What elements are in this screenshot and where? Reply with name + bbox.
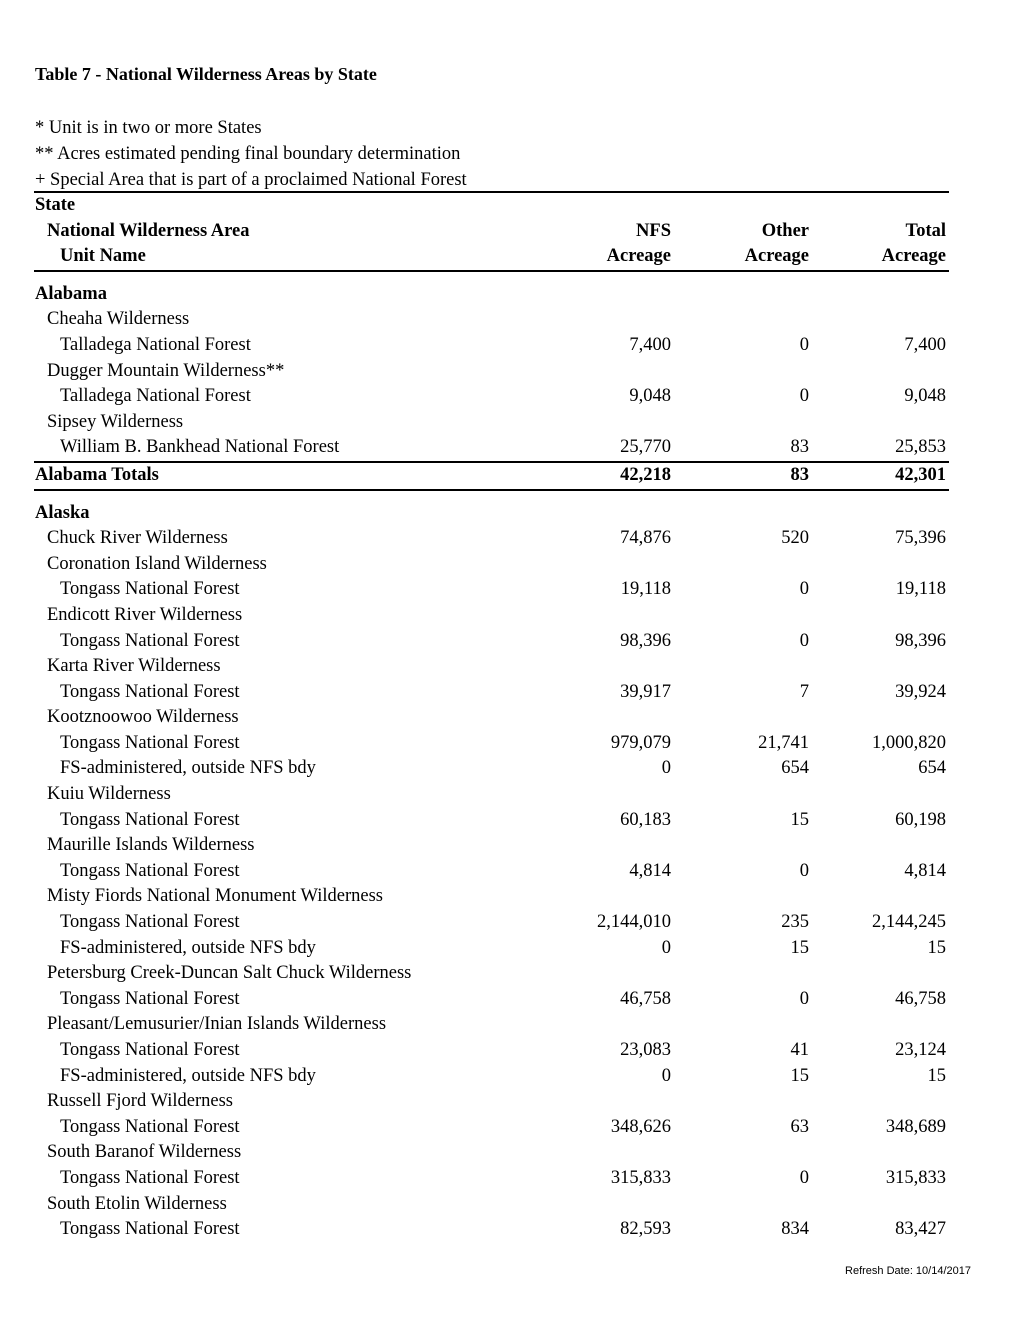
section-gap bbox=[34, 491, 949, 501]
other-acreage: 520 bbox=[781, 528, 809, 549]
page-title: Table 7 - National Wilderness Areas by State bbox=[35, 64, 377, 84]
wilderness-name: Endicott River Wilderness bbox=[47, 604, 243, 625]
unit-row bbox=[34, 859, 949, 885]
totals-nfs: 42,218 bbox=[620, 464, 671, 485]
nfs-acreage: 0 bbox=[661, 1065, 671, 1086]
other-acreage: 0 bbox=[799, 1167, 809, 1188]
unit-name: William B. Bankhead National Forest bbox=[60, 437, 340, 458]
state-row bbox=[34, 282, 949, 308]
unit-name: Tongass National Forest bbox=[60, 732, 240, 753]
unit-name: FS-administered, outside NFS bdy bbox=[60, 937, 316, 958]
header-total: Total bbox=[905, 220, 946, 241]
nfs-acreage: 25,770 bbox=[620, 437, 671, 458]
total-acreage: 25,853 bbox=[895, 437, 946, 458]
table-body bbox=[34, 272, 949, 1243]
wilderness-name: Petersburg Creek-Duncan Salt Chuck Wilderness bbox=[47, 963, 412, 984]
header-state: State bbox=[35, 195, 76, 215]
unit-name: Tongass National Forest bbox=[60, 681, 240, 702]
wilderness-name: Cheaha Wilderness bbox=[47, 309, 190, 330]
wilderness-name: South Baranof Wilderness bbox=[47, 1142, 242, 1163]
wilderness-name: Sipsey Wilderness bbox=[47, 411, 184, 432]
total-acreage: 9,048 bbox=[904, 386, 946, 407]
unit-row bbox=[34, 1064, 949, 1090]
note-estimated-acres: ** Acres estimated pending final boundary determination bbox=[35, 144, 461, 164]
unit-row bbox=[34, 435, 949, 461]
other-acreage: 0 bbox=[799, 988, 809, 1009]
total-acreage: 2,144,245 bbox=[872, 912, 946, 933]
unit-name: Tongass National Forest bbox=[60, 579, 240, 600]
state-totals-row bbox=[34, 461, 949, 491]
other-acreage: 0 bbox=[799, 579, 809, 600]
wilderness-row bbox=[34, 1089, 949, 1115]
header-row-unit bbox=[34, 244, 949, 272]
header-other-acreage: Acreage bbox=[744, 246, 809, 267]
other-acreage: 0 bbox=[799, 334, 809, 355]
section-gap bbox=[34, 272, 949, 282]
other-acreage: 0 bbox=[799, 630, 809, 651]
header-total-acreage: Acreage bbox=[881, 246, 946, 267]
unit-row bbox=[34, 680, 949, 706]
header-nfs: NFS bbox=[636, 220, 671, 241]
wilderness-row bbox=[34, 782, 949, 808]
total-acreage: 46,758 bbox=[895, 988, 946, 1009]
note-multi-state: * Unit is in two or more States bbox=[35, 118, 262, 138]
unit-name: Tongass National Forest bbox=[60, 630, 240, 651]
total-acreage: 654 bbox=[918, 758, 946, 779]
other-acreage: 0 bbox=[799, 386, 809, 407]
nfs-acreage: 74,876 bbox=[620, 528, 671, 549]
nfs-acreage: 60,183 bbox=[620, 809, 671, 830]
header-area: National Wilderness Area bbox=[47, 220, 250, 241]
unit-row bbox=[34, 910, 949, 936]
total-acreage: 348,689 bbox=[885, 1116, 946, 1137]
wilderness-name: Maurille Islands Wilderness bbox=[47, 835, 255, 856]
notes bbox=[35, 115, 467, 193]
unit-name: Talladega National Forest bbox=[60, 386, 251, 407]
wilderness-table bbox=[34, 191, 949, 1243]
header-row-state bbox=[34, 193, 949, 219]
header-row-area bbox=[34, 219, 949, 245]
wilderness-row bbox=[34, 410, 949, 436]
unit-row bbox=[34, 629, 949, 655]
unit-row bbox=[34, 987, 949, 1013]
nfs-acreage: 19,118 bbox=[620, 579, 671, 600]
unit-name: FS-administered, outside NFS bdy bbox=[60, 1065, 316, 1086]
unit-row bbox=[34, 936, 949, 962]
header-other: Other bbox=[761, 220, 809, 241]
state-row bbox=[34, 501, 949, 527]
unit-name: Tongass National Forest bbox=[60, 988, 240, 1009]
total-acreage: 23,124 bbox=[895, 1040, 946, 1060]
unit-row bbox=[34, 1115, 949, 1141]
unit-row bbox=[34, 731, 949, 757]
wilderness-row bbox=[34, 359, 949, 385]
note-special-area: + Special Area that is part of a proclaimed National Forest bbox=[35, 170, 467, 190]
unit-name: Tongass National Forest bbox=[60, 860, 240, 881]
nfs-acreage: 98,396 bbox=[620, 630, 671, 651]
unit-row bbox=[34, 333, 949, 359]
total-acreage: 15 bbox=[927, 1065, 946, 1086]
other-acreage: 15 bbox=[790, 809, 809, 830]
header-nfs-acreage: Acreage bbox=[606, 246, 671, 267]
other-acreage: 654 bbox=[781, 758, 809, 779]
state-name: Alabama bbox=[35, 283, 107, 304]
wilderness-row bbox=[34, 961, 949, 987]
wilderness-row bbox=[34, 654, 949, 680]
total-acreage: 315,833 bbox=[885, 1167, 946, 1188]
wilderness-name: Kuiu Wilderness bbox=[47, 784, 171, 805]
wilderness-name: Dugger Mountain Wilderness** bbox=[47, 360, 285, 381]
wilderness-name: Russell Fjord Wilderness bbox=[47, 1091, 233, 1112]
nfs-acreage: 979,079 bbox=[610, 732, 671, 753]
totals-other: 83 bbox=[790, 464, 809, 485]
other-acreage: 41 bbox=[790, 1040, 809, 1060]
unit-name: Tongass National Forest bbox=[60, 809, 240, 830]
unit-name: Tongass National Forest bbox=[60, 1040, 240, 1060]
wilderness-row bbox=[34, 1140, 949, 1166]
refresh-date: Refresh Date: 10/14/2017 bbox=[845, 1265, 971, 1277]
total-acreage: 83,427 bbox=[895, 1219, 946, 1240]
wilderness-name: Kootznoowoo Wilderness bbox=[47, 707, 239, 728]
total-acreage: 7,400 bbox=[904, 334, 946, 355]
nfs-acreage: 0 bbox=[661, 937, 671, 958]
wilderness-name: Karta River Wilderness bbox=[47, 656, 221, 677]
other-acreage: 21,741 bbox=[758, 732, 809, 753]
unit-row bbox=[34, 577, 949, 603]
nfs-acreage: 315,833 bbox=[610, 1167, 671, 1188]
other-acreage: 7 bbox=[799, 681, 809, 702]
unit-row bbox=[34, 1217, 949, 1243]
nfs-acreage: 9,048 bbox=[629, 386, 671, 407]
wilderness-row bbox=[34, 1192, 949, 1218]
unit-row bbox=[34, 1166, 949, 1192]
other-acreage: 235 bbox=[781, 912, 809, 933]
wilderness-name: Chuck River Wilderness bbox=[47, 528, 228, 549]
nfs-acreage: 2,144,010 bbox=[597, 912, 671, 933]
state-name: Alaska bbox=[35, 502, 90, 523]
unit-row bbox=[34, 756, 949, 782]
header-unit: Unit Name bbox=[60, 246, 146, 267]
total-acreage: 4,814 bbox=[904, 860, 946, 881]
unit-row bbox=[34, 808, 949, 834]
other-acreage: 63 bbox=[790, 1116, 809, 1137]
other-acreage: 83 bbox=[790, 437, 809, 458]
nfs-acreage: 82,593 bbox=[620, 1219, 671, 1240]
other-acreage: 15 bbox=[790, 937, 809, 958]
unit-name: Tongass National Forest bbox=[60, 912, 240, 933]
wilderness-row bbox=[34, 833, 949, 859]
wilderness-row bbox=[34, 552, 949, 578]
total-acreage: 75,396 bbox=[895, 528, 946, 549]
nfs-acreage: 46,758 bbox=[620, 988, 671, 1009]
wilderness-row bbox=[34, 526, 949, 552]
nfs-acreage: 0 bbox=[661, 758, 671, 779]
total-acreage: 15 bbox=[927, 937, 946, 958]
other-acreage: 15 bbox=[790, 1065, 809, 1086]
wilderness-row bbox=[34, 1012, 949, 1038]
total-acreage: 19,118 bbox=[895, 579, 946, 600]
totals-label: Alabama Totals bbox=[35, 464, 159, 485]
wilderness-row bbox=[34, 603, 949, 629]
wilderness-row bbox=[34, 705, 949, 731]
other-acreage: 834 bbox=[781, 1219, 809, 1240]
other-acreage: 0 bbox=[799, 860, 809, 881]
total-acreage: 98,396 bbox=[895, 630, 946, 651]
unit-name: Tongass National Forest bbox=[60, 1219, 240, 1240]
wilderness-row bbox=[34, 307, 949, 333]
nfs-acreage: 4,814 bbox=[629, 860, 671, 881]
wilderness-name: Coronation Island Wilderness bbox=[47, 553, 267, 574]
unit-row bbox=[34, 384, 949, 410]
nfs-acreage: 39,917 bbox=[620, 681, 671, 702]
wilderness-name: Misty Fiords National Monument Wilderness bbox=[47, 886, 384, 907]
unit-name: Talladega National Forest bbox=[60, 334, 251, 355]
wilderness-name: South Etolin Wilderness bbox=[47, 1193, 227, 1214]
nfs-acreage: 23,083 bbox=[620, 1040, 671, 1060]
unit-name: FS-administered, outside NFS bdy bbox=[60, 758, 316, 779]
unit-row bbox=[34, 1038, 949, 1064]
totals-total: 42,301 bbox=[895, 464, 946, 485]
unit-name: Tongass National Forest bbox=[60, 1116, 240, 1137]
total-acreage: 1,000,820 bbox=[872, 732, 946, 753]
nfs-acreage: 7,400 bbox=[629, 334, 671, 355]
unit-name: Tongass National Forest bbox=[60, 1167, 240, 1188]
total-acreage: 60,198 bbox=[895, 809, 946, 830]
wilderness-name: Pleasant/Lemusurier/Inian Islands Wilderness bbox=[47, 1014, 387, 1035]
total-acreage: 39,924 bbox=[895, 681, 946, 702]
nfs-acreage: 348,626 bbox=[610, 1116, 671, 1137]
wilderness-row bbox=[34, 884, 949, 910]
